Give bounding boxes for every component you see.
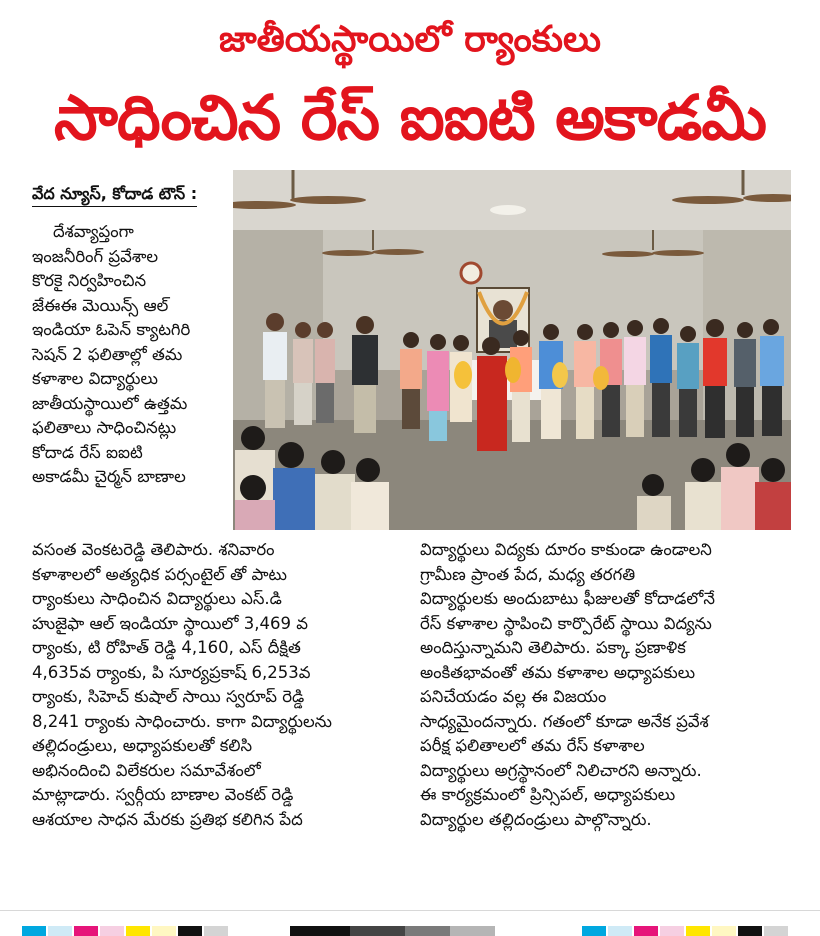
body-line: కళాశాలలో అత్యధిక పర్సంటైల్ తో పాటు: [32, 564, 287, 584]
headline-main: సాధించిన రేస్ ఐఐటి అకాడమీ: [53, 81, 767, 154]
body-column-2: [420, 538, 792, 832]
footer-rule: [0, 910, 820, 911]
body-line: మాట్లాడారు. స్వర్గీయ బాణాల వెంకట్ రెడ్డి: [32, 785, 294, 804]
body-line: విద్యార్థుల తల్లిదండ్రులు పాల్గొన్నారు.: [420, 809, 652, 829]
body-line: రేస్ కళాశాల స్థాపించి కార్పొరేట్ స్థాయి విద్యను: [420, 613, 712, 633]
body-line: అభినందించి విలేకరుల సమావేశంలో: [32, 760, 261, 780]
body-line: ఈ కార్యక్రమంలో ప్రిన్సిపల్, అధ్యాపకులు: [420, 785, 676, 804]
event-photo-illustration: [233, 170, 791, 530]
body-line: సాధ్యమైందన్నారు. గతంలో కూడా అనేక ప్రవేశ: [420, 711, 709, 731]
body-line: హుజైఫా ఆల్ ఇండియా స్థాయిలో 3,469 వ: [32, 613, 308, 633]
body-line: తల్లిదండ్రులు, అధ్యాపకులతో కలిసి: [32, 736, 253, 755]
body-line: విద్యార్థులకు అందుబాటు ఫీజులతో కోదాడలోనే: [420, 589, 715, 608]
body-line: గ్రామీణ ప్రాంత పేద, మధ్య తరగతి: [420, 564, 636, 584]
body-line: ఇంజనీరింగ్ ప్రవేశాల: [32, 246, 159, 266]
body-line: వసంత వెంకటరెడ్డి తెలిపారు. శనివారం: [32, 540, 275, 559]
body-line: అందిస్తున్నామని తెలిపారు. పక్కా ప్రణాళిక: [420, 638, 686, 657]
body-line: విద్యార్థులు అగ్రస్థానంలో నిలిచారని అన్నారు.: [420, 760, 702, 780]
headline-kicker: జాతీయస్థాయిలో ర్యాంకులు: [218, 19, 601, 60]
body-line: అకాడమీ చైర్మన్ బాణాల: [32, 467, 186, 486]
body-line: ఫలితాలు సాధించినట్లు: [32, 418, 177, 437]
body-column-1-top: [32, 220, 227, 490]
body-line: ఇండియా ఓపెన్ క్యాటగిరి: [32, 320, 191, 339]
body-line: పరీక్ష ఫలితాలలో తమ రేస్ కళాశాల: [420, 736, 645, 755]
body-line: పనిచేయడం వల్ల ఈ విజయం: [420, 687, 607, 706]
body-line: జేఈఈ మెయిన్స్ ఆల్: [32, 295, 169, 315]
body-line: 8,241 ర్యాంకు సాధించారు. కాగా విద్యార్థులను: [32, 711, 332, 731]
body-line: 4,635వ ర్యాంకు, పి సూర్యప్రకాష్ 6,253వ: [32, 662, 311, 682]
body-line: దేశవ్యాప్తంగా: [32, 222, 134, 241]
body-column-1-bottom: [32, 538, 412, 832]
body-line: అంకితభావంతో తమ కళాశాల అధ్యాపకులు: [420, 662, 696, 682]
body-line: ర్యాంకులు సాధించిన విద్యార్థులు ఎస్.డి: [32, 589, 282, 608]
body-line: కళాశాల విద్యార్థులు: [32, 369, 158, 388]
body-line: విద్యార్థులు విద్యకు దూరం కాకుండా ఉండాలని: [420, 540, 712, 559]
body-line: ఆశయాల సాధన మేరకు ప్రతిభ కలిగిన పేద: [32, 809, 303, 829]
clock-icon: [461, 263, 481, 283]
event-photo: [233, 170, 791, 530]
body-line: ర్యాంకు, సిహెచ్ కుషాల్ సాయి స్వరూప్ రెడ్డి: [32, 687, 305, 706]
ceiling-light: [490, 205, 526, 215]
body-line: కొరకై నిర్వహించిన: [32, 271, 147, 290]
body-line: జాతీయస్థాయిలో ఉత్తమ: [32, 393, 188, 413]
dateline: వేద న్యూస్, కోదాడ టౌన్ :: [32, 183, 197, 207]
body-line: సెషన్ 2 ఫలితాల్లో తమ: [32, 344, 183, 364]
body-line: కోదాడ రేస్ ఐఐటి: [32, 442, 143, 462]
body-line: ర్యాంకు, టి రోహిత్ రెడ్డి 4,160, ఎస్ దీక్షిత: [32, 638, 301, 657]
